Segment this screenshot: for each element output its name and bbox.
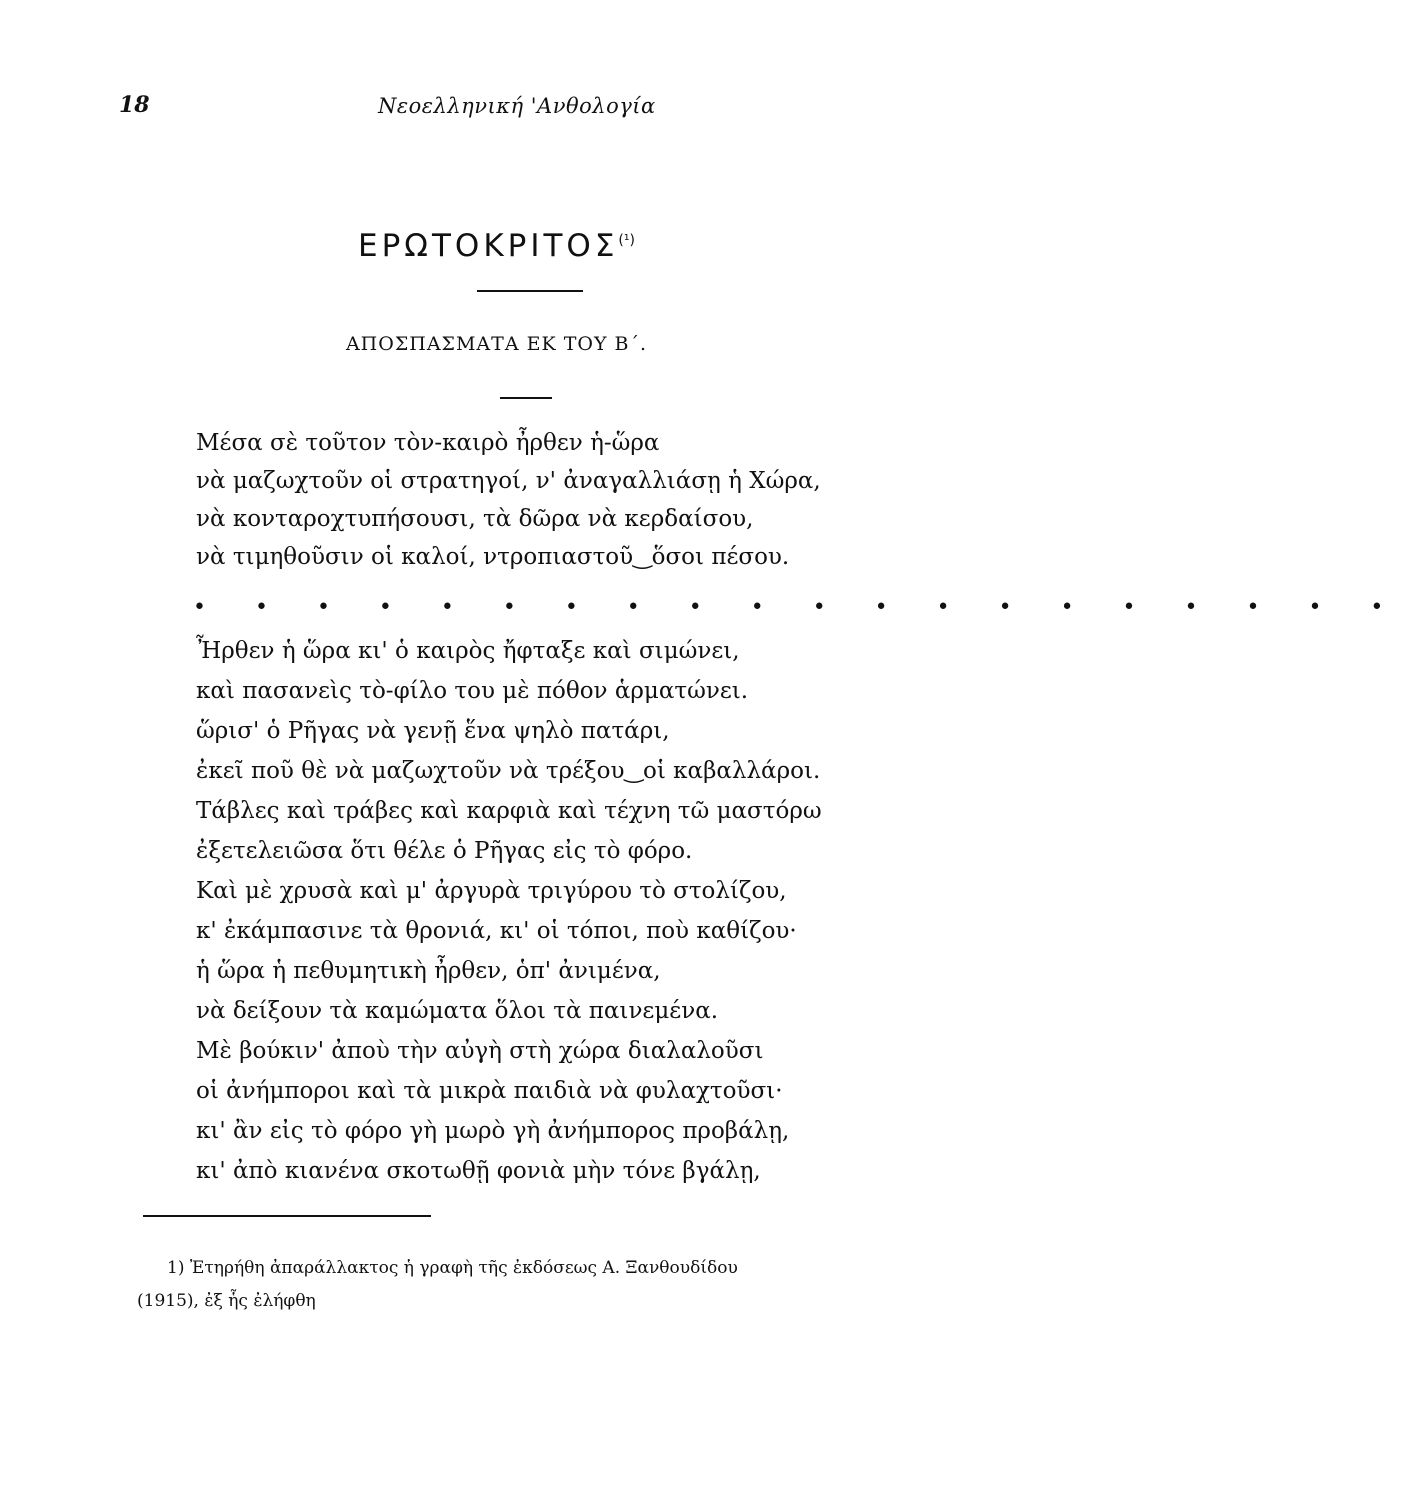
verse-line: Ἦρθεν ἡ ὥρα κι' ὁ καιρὸς ἤφταξε καὶ σιμώνει, [196,638,740,664]
poem-title-text: ΕΡΩΤΟΚΡΙΤΟΣ [358,228,619,264]
running-title: Νεοελληνική 'Ανθολογία [378,94,656,118]
stanza-2 [0,631,993,1191]
verse-line: νὰ δείξουν τὰ καμώματα ὅλοι τὰ παινεμένα. [196,998,719,1024]
verse-line: κι' ἀπὸ κιανένα σκοτωθῇ φονιὰ μὴν τόνε βγάλῃ, [196,1158,761,1184]
verse-line: ἐξετελειῶσα ὅτι θέλε ὁ Ρῆγας εἰς τὸ φόρο. [196,838,693,864]
omission-dots: • • • • • • • • • • • • • • • • • • • • [193,595,1404,620]
verse-line: κι' ἂν εἰς τὸ φόρο γὴ μωρὸ γὴ ἀνήμπορος προβάλῃ, [196,1118,790,1144]
verse-line: οἱ ἀνήμποροι καὶ τὰ μικρὰ παιδιὰ νὰ φυλαχτοῦσι· [196,1078,783,1104]
verse-line: νὰ κονταροχτυπήσουσι, τὰ δῶρα νὰ κερδαίσου, [196,506,754,532]
verse-line: Καὶ μὲ χρυσὰ καὶ μ' ἀργυρὰ τριγύρου τὸ στολίζου, [196,878,787,904]
verse-line: Μὲ βούκιν' ἀποὺ τὴν αὐγὴ στὴ χώρα διαλαλοῦσι [196,1038,764,1064]
verse-line: ὥρισ' ὁ Ρῆγας νὰ γενῇ ἕνα ψηλὸ πατάρι, [196,718,670,744]
verse-line: νὰ μαζωχτοῦν οἱ στρατηγοί, ν' ἀναγαλλιάσῃ ἡ Χώρα, [196,468,821,494]
subtitle-divider [500,397,552,399]
verse-line: ἐκεῖ ποῦ θὲ νὰ μαζωχτοῦν νὰ τρέξου‿οἱ καβαλλάροι. [196,758,821,784]
footnote-marker: (¹) [618,232,635,249]
verse-line: νὰ τιμηθοῦσιν οἱ καλοί, ντροπιαστοῦ‿ὅσοι πέσου. [196,544,790,570]
verse-line: Τάβλες καὶ τράβες καὶ καρφιὰ καὶ τέχνη τῶ μαστόρω [196,798,822,824]
running-head [0,92,993,122]
title-divider [477,290,583,292]
poem-title [0,228,993,264]
page-number: 18 [119,92,150,118]
verse-line: καὶ πασανεὶς τὸ-φίλο του μὲ πόθον ἁρματώνει. [196,678,749,704]
stanza-1 [0,424,993,576]
verse-line: ἡ ὥρα ἡ πεθυμητικὴ ἦρθεν, ὁπ' ἀνιμένα, [196,958,661,984]
section-subtitle: ΑΠΟΣΠΑΣΜΑΤΑ ΕΚ ΤΟΥ Β΄. [345,333,648,355]
verse-line: Μέσα σὲ τοῦτον τὸν-καιρὸ ἦρθεν ἡ-ὥρα [196,430,660,456]
footnote-divider [143,1215,431,1217]
footnote [137,1252,967,1318]
verse-line: κ' ἐκάμπασινε τὰ θρονιά, κι' οἱ τόποι, ποὺ καθίζου· [196,918,797,944]
footnote-line-2: (1915), ἐξ ἧς ἐλήφθη [137,1291,316,1311]
footnote-line-1: 1) Ἐτηρήθη ἀπαράλλακτος ἡ γραφὴ τῆς ἐκδόσεως Α. Ξανθουδίδου [167,1258,738,1278]
